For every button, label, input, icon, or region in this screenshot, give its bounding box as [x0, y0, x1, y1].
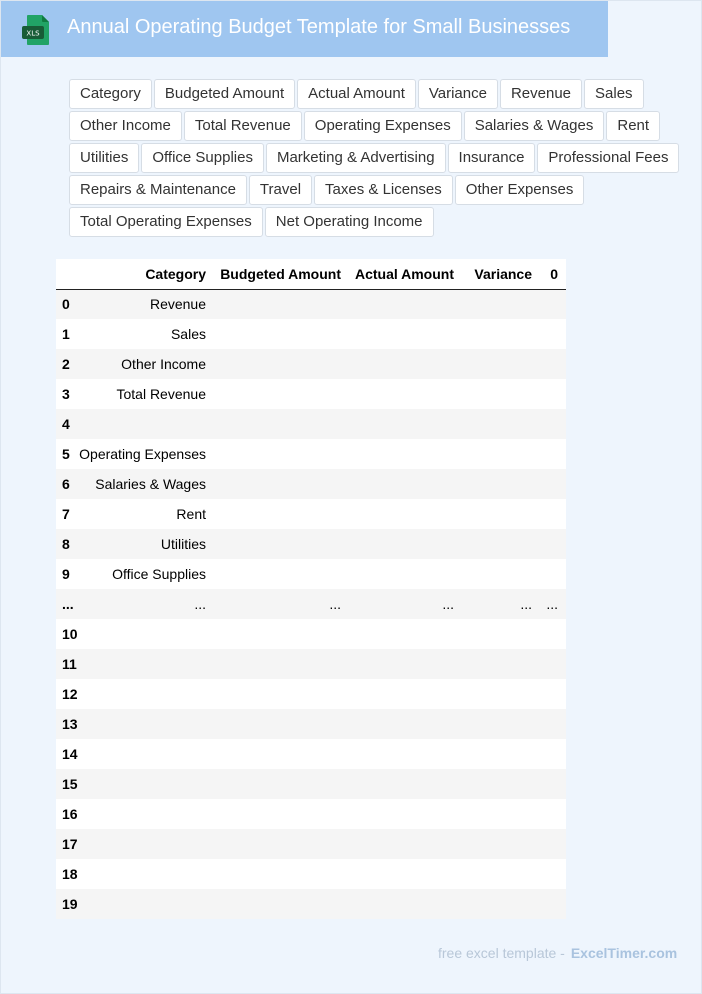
column-header: Actual Amount: [349, 259, 462, 289]
keyword-tags: [69, 79, 689, 237]
table-cell: [74, 739, 214, 769]
table-cell: [540, 829, 566, 859]
row-index-cell: 11: [56, 649, 74, 679]
row-index-cell: 14: [56, 739, 74, 769]
table-cell: [462, 859, 540, 889]
table-cell: Sales: [74, 319, 214, 349]
page-title: Annual Operating Budget Template for Small Businesses: [67, 16, 571, 38]
row-index-cell: 7: [56, 499, 74, 529]
table-cell: [462, 379, 540, 409]
table-cell: [462, 739, 540, 769]
table-cell: [214, 649, 349, 679]
tag-chip[interactable]: Budgeted Amount: [154, 79, 295, 109]
row-index-cell: 13: [56, 709, 74, 739]
table-cell: [214, 469, 349, 499]
table-cell: [214, 559, 349, 589]
table-cell: [349, 859, 462, 889]
table-row: [56, 859, 566, 889]
row-index-cell: 0: [56, 289, 74, 319]
table-cell: [540, 769, 566, 799]
table-cell: [462, 679, 540, 709]
table-cell: [214, 439, 349, 469]
table-cell: [214, 739, 349, 769]
tag-chip[interactable]: Rent: [606, 111, 660, 141]
header-banner: [1, 1, 608, 57]
table-cell: [462, 559, 540, 589]
table-cell: [349, 409, 462, 439]
table-cell: Utilities: [74, 529, 214, 559]
table-cell: [540, 289, 566, 319]
row-index-cell: 1: [56, 319, 74, 349]
excel-file-icon: [21, 14, 51, 46]
table-cell: [349, 619, 462, 649]
footer-text: free excel template -: [438, 945, 565, 961]
tag-chip[interactable]: Utilities: [69, 143, 139, 173]
table-row: [56, 679, 566, 709]
table-row: [56, 769, 566, 799]
table-cell: [349, 679, 462, 709]
table-cell: [74, 409, 214, 439]
table-cell: [462, 649, 540, 679]
table-cell: [462, 529, 540, 559]
table-cell: [462, 409, 540, 439]
tag-chip[interactable]: Net Operating Income: [265, 207, 434, 237]
table-row: [56, 649, 566, 679]
table-row: [56, 289, 566, 319]
table-cell: [214, 499, 349, 529]
table-cell: [349, 769, 462, 799]
table-cell: [349, 499, 462, 529]
table-cell: [462, 349, 540, 379]
table-cell: [540, 739, 566, 769]
table-cell: [214, 769, 349, 799]
table-cell: Total Revenue: [74, 379, 214, 409]
table-cell: Salaries & Wages: [74, 469, 214, 499]
column-header: Category: [74, 259, 214, 289]
table-cell: [462, 889, 540, 919]
table-cell: [540, 889, 566, 919]
row-index-cell: 3: [56, 379, 74, 409]
table-cell: Other Income: [74, 349, 214, 379]
table-row: [56, 469, 566, 499]
tag-chip[interactable]: Insurance: [448, 143, 536, 173]
table-cell: [540, 499, 566, 529]
table-cell: [74, 829, 214, 859]
tag-chip[interactable]: Taxes & Licenses: [314, 175, 453, 205]
column-header: [56, 259, 74, 289]
table-cell: [349, 799, 462, 829]
tag-chip[interactable]: Sales: [584, 79, 644, 109]
table-row: [56, 349, 566, 379]
table-cell: [349, 469, 462, 499]
table-cell: [462, 439, 540, 469]
table-cell: [349, 559, 462, 589]
table-cell: [74, 709, 214, 739]
table-row: [56, 559, 566, 589]
table-cell: [540, 319, 566, 349]
table-cell: [74, 619, 214, 649]
row-index-cell: 4: [56, 409, 74, 439]
table-cell: [462, 499, 540, 529]
table-cell: [214, 889, 349, 919]
table-cell: [540, 559, 566, 589]
table-cell: Operating Expenses: [74, 439, 214, 469]
table-cell: [74, 649, 214, 679]
table-body: [56, 289, 566, 919]
table-cell: [349, 649, 462, 679]
table-cell: [462, 709, 540, 739]
table-cell: [540, 859, 566, 889]
table-row: [56, 619, 566, 649]
table-row: [56, 889, 566, 919]
table-cell: [349, 829, 462, 859]
tag-chip[interactable]: Category: [69, 79, 152, 109]
column-header: 0: [540, 259, 566, 289]
row-index-cell: 15: [56, 769, 74, 799]
table-row: [56, 409, 566, 439]
row-index-cell: 16: [56, 799, 74, 829]
table-cell: ...: [74, 589, 214, 619]
tag-chip[interactable]: Salaries & Wages: [464, 111, 605, 141]
row-index-cell: 17: [56, 829, 74, 859]
table-cell: Office Supplies: [74, 559, 214, 589]
table-cell: [540, 709, 566, 739]
tag-chip[interactable]: Operating Expenses: [304, 111, 462, 141]
table-cell: [462, 289, 540, 319]
table-cell: [540, 409, 566, 439]
svg-text:XLS: XLS: [26, 29, 40, 38]
table-cell: [540, 529, 566, 559]
table-cell: [349, 319, 462, 349]
table-cell: [214, 379, 349, 409]
table-cell: [540, 469, 566, 499]
table-cell: [462, 799, 540, 829]
table-row: [56, 739, 566, 769]
table-row: [56, 439, 566, 469]
table-cell: [214, 859, 349, 889]
row-index-cell: 9: [56, 559, 74, 589]
table-cell: [214, 529, 349, 559]
column-header: Budgeted Amount: [214, 259, 349, 289]
table-cell: [214, 349, 349, 379]
table-cell: ...: [349, 589, 462, 619]
tag-chip[interactable]: Office Supplies: [141, 143, 264, 173]
table-row: [56, 379, 566, 409]
table-cell: [540, 349, 566, 379]
table-cell: [74, 679, 214, 709]
table-cell: [462, 469, 540, 499]
table-cell: [74, 859, 214, 889]
table-row: [56, 799, 566, 829]
table-cell: [540, 379, 566, 409]
table-cell: [349, 529, 462, 559]
tag-chip[interactable]: Revenue: [500, 79, 582, 109]
row-index-cell: 5: [56, 439, 74, 469]
tag-chip[interactable]: Marketing & Advertising: [266, 143, 446, 173]
tag-chip[interactable]: Total Revenue: [184, 111, 302, 141]
row-index-cell: 19: [56, 889, 74, 919]
tag-chip[interactable]: Repairs & Maintenance: [69, 175, 247, 205]
table-cell: [214, 709, 349, 739]
table-cell: [540, 679, 566, 709]
table-row: [56, 709, 566, 739]
table-cell: ...: [214, 589, 349, 619]
footer-brand-link[interactable]: ExcelTimer.com: [570, 945, 678, 961]
tag-chip[interactable]: Total Operating Expenses: [69, 207, 263, 237]
table-cell: [462, 829, 540, 859]
table-cell: ...: [540, 589, 566, 619]
table-cell: [349, 379, 462, 409]
table-cell: [462, 619, 540, 649]
table-cell: [74, 889, 214, 919]
table-cell: ...: [462, 589, 540, 619]
table-cell: [214, 289, 349, 319]
tag-chip[interactable]: Other Income: [69, 111, 182, 141]
table-header-row: [56, 259, 566, 289]
table-cell: [214, 319, 349, 349]
tag-chip[interactable]: Travel: [249, 175, 312, 205]
table-cell: [349, 709, 462, 739]
data-table-container: [62, 259, 566, 919]
row-index-cell: 18: [56, 859, 74, 889]
table-cell: [214, 679, 349, 709]
row-index-cell: 12: [56, 679, 74, 709]
tag-chip[interactable]: Variance: [418, 79, 498, 109]
table-cell: [214, 619, 349, 649]
table-cell: [74, 799, 214, 829]
table-cell: [214, 799, 349, 829]
tag-chip[interactable]: Professional Fees: [537, 143, 679, 173]
table-cell: [349, 739, 462, 769]
tag-chip[interactable]: Other Expenses: [455, 175, 585, 205]
table-cell: [349, 289, 462, 319]
table-cell: [462, 769, 540, 799]
table-row: [56, 499, 566, 529]
table-cell: [462, 319, 540, 349]
row-index-cell: 6: [56, 469, 74, 499]
table-cell: [74, 769, 214, 799]
row-index-cell: ...: [56, 589, 74, 619]
table-cell: [349, 439, 462, 469]
table-cell: [540, 439, 566, 469]
column-header: Variance: [462, 259, 540, 289]
table-cell: [540, 619, 566, 649]
table-cell: Revenue: [74, 289, 214, 319]
table-row: [56, 589, 566, 619]
footer: [438, 945, 677, 961]
table-cell: [214, 409, 349, 439]
table-cell: Rent: [74, 499, 214, 529]
table-cell: [540, 799, 566, 829]
table-cell: [349, 349, 462, 379]
row-index-cell: 10: [56, 619, 74, 649]
table-cell: [214, 829, 349, 859]
table-row: [56, 319, 566, 349]
row-index-cell: 8: [56, 529, 74, 559]
table-row: [56, 829, 566, 859]
tag-chip[interactable]: Actual Amount: [297, 79, 416, 109]
table-row: [56, 529, 566, 559]
data-table: [56, 259, 566, 919]
table-cell: [540, 649, 566, 679]
row-index-cell: 2: [56, 349, 74, 379]
table-cell: [349, 889, 462, 919]
